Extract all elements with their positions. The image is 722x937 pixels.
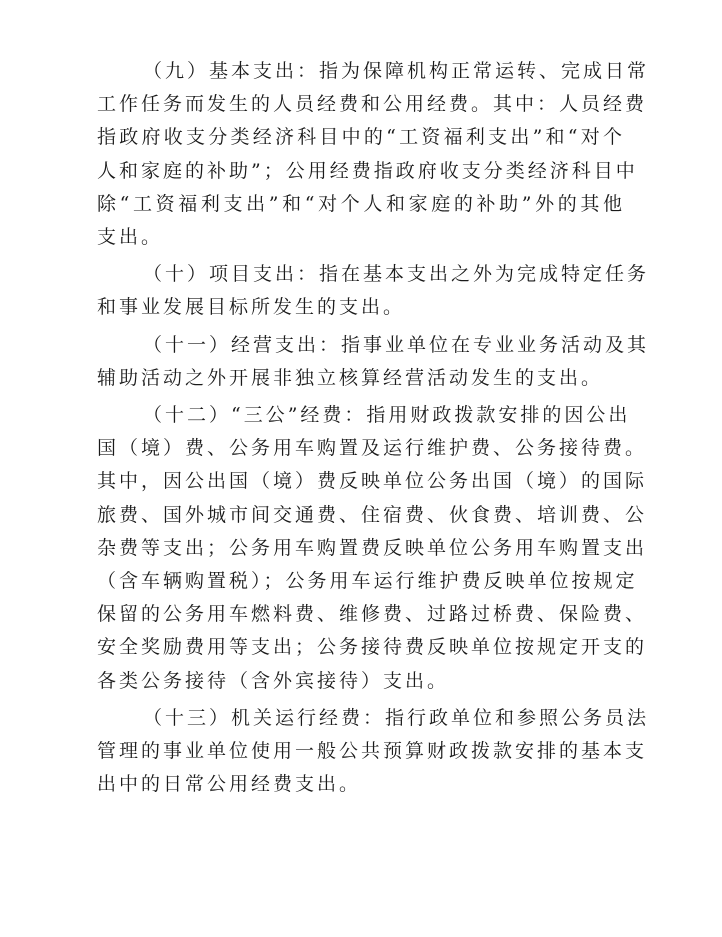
text-line: 安全奖励费用等支出；公务接待费反映单位按规定开支的 [97, 636, 648, 659]
paragraph-basic-expenditure [97, 55, 650, 254]
text-line: （十一）经营支出：指事业单位在专业业务活动及其 [143, 333, 650, 356]
text-line: 人和家庭的补助”；公用经费指政府收支分类经济科目中 [97, 159, 638, 182]
paragraph-agency-operating-costs [97, 702, 650, 802]
text-line: （十二）“三公”经费：指用财政拨款安排的因公出 [143, 404, 631, 427]
text-line: 工作任务而发生的人员经费和公用经费。其中：人员经费 [97, 93, 648, 116]
text-line: 和事业发展目标所发生的支出。 [97, 296, 406, 319]
paragraph-project-expenditure [97, 258, 650, 324]
text-line: 其中，因公出国（境）费反映单位公务出国（境）的国际 [97, 470, 648, 493]
text-line: （九）基本支出：指为保障机构正常运转、完成日常 [143, 60, 650, 82]
text-line: 杂费等支出；公务用车购置费反映单位公务用车购置支出 [97, 536, 648, 559]
text-line: （十）项目支出：指在基本支出之外为完成特定任务 [143, 263, 650, 286]
paragraph-operating-expenditure [97, 329, 650, 395]
text-line: 辅助活动之外开展非独立核算经营活动发生的支出。 [97, 366, 604, 389]
text-line: （含车辆购置税）；公务用车运行维护费反映单位按规定 [97, 570, 638, 593]
text-line: 旅费、国外城市间交通费、住宿费、伙食费、培训费、公 [97, 503, 648, 526]
text-line: 各类公务接待（含外宾接待）支出。 [97, 669, 450, 692]
text-line: （十三）机关运行经费：指行政单位和参照公务员法 [143, 706, 650, 729]
paragraph-three-public-expenses [97, 399, 648, 698]
text-line: 指政府收支分类经济科目中的“工资福利支出”和“对个 [97, 126, 625, 149]
text-line: 保留的公务用车燃料费、维修费、过路过桥费、保险费、 [97, 603, 648, 626]
text-line: 除“工资福利支出”和“对个人和家庭的补助”外的其他 [97, 192, 625, 215]
text-line: 管理的事业单位使用一般公共预算财政拨款安排的基本支 [97, 740, 648, 763]
document-body [97, 55, 650, 801]
text-line: 出中的日常公用经费支出。 [97, 773, 362, 796]
text-line: 国（境）费、公务用车购置及运行维护费、公务接待费。 [97, 437, 648, 460]
text-line: 支出。 [97, 226, 164, 249]
